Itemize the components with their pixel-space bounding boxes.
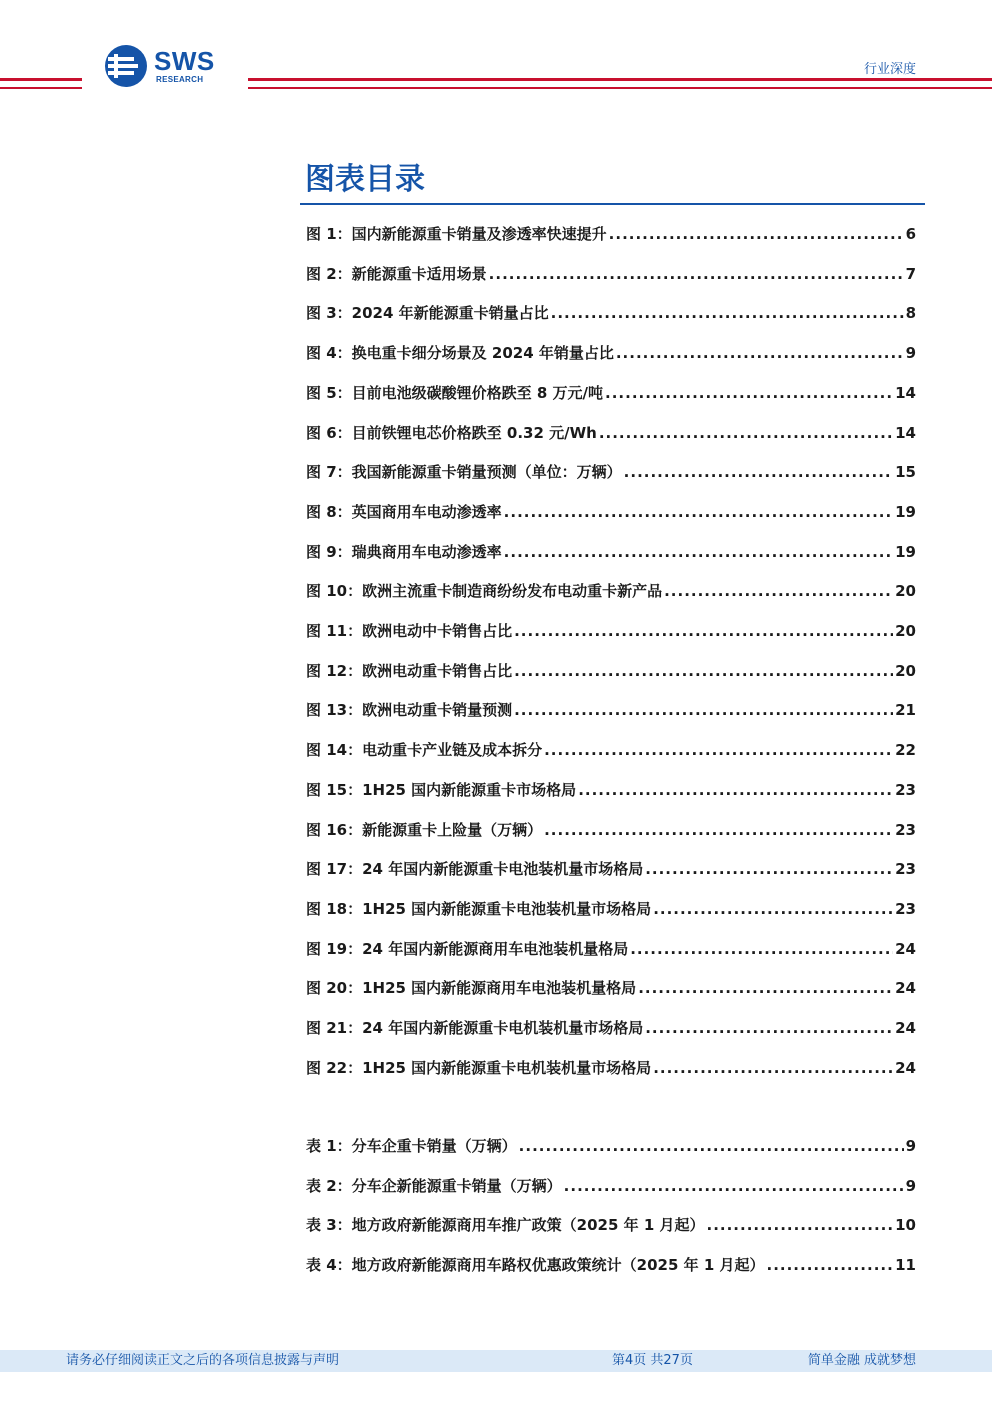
dot-leader xyxy=(605,382,893,404)
table-entry-label: 表 3：地方政府新能源商用车推广政策（2025 年 1 月起） xyxy=(306,1216,705,1235)
figure-entry-page: 14 xyxy=(895,383,916,402)
page-title: 图表目录 xyxy=(305,162,425,197)
dot-leader xyxy=(514,620,893,642)
figure-entry-page: 23 xyxy=(895,899,916,918)
figure-entry-label: 图 5：目前电池级碳酸锂价格跌至 8 万元/吨 xyxy=(306,383,604,402)
figure-entry-label: 图 14：电动重卡产业链及成本拆分 xyxy=(306,741,543,760)
figure-entry-page: 24 xyxy=(895,939,916,958)
figure-entry[interactable] xyxy=(306,223,916,245)
figure-entry-label: 图 21：24 年国内新能源重卡电机装机量市场格局 xyxy=(306,1019,644,1037)
figure-entry-page: 14 xyxy=(895,423,916,442)
dot-leader xyxy=(624,461,893,483)
figure-entry-page: 19 xyxy=(895,542,916,561)
figure-entry-label: 图 20：1H25 国内新能源商用车电池装机量格局 xyxy=(306,979,637,998)
header-rule-left xyxy=(0,78,82,81)
figure-entry[interactable] xyxy=(306,541,916,563)
table-entry[interactable] xyxy=(306,1175,916,1197)
table-entry-page: 10 xyxy=(895,1216,916,1235)
figure-entry-page: 8 xyxy=(905,304,916,323)
figure-entry-page: 7 xyxy=(905,264,916,283)
dot-leader xyxy=(544,739,893,761)
dot-leader xyxy=(638,977,893,999)
dot-leader xyxy=(664,580,893,602)
sws-logo-icon xyxy=(104,44,148,88)
dot-leader xyxy=(645,858,893,880)
figure-entry-page: 24 xyxy=(895,1058,916,1077)
figure-entry[interactable] xyxy=(306,1017,916,1039)
figure-entry-label: 图 8：英国商用车电动渗透率 xyxy=(306,502,502,521)
dot-leader xyxy=(514,660,893,682)
figure-entry[interactable] xyxy=(306,461,916,483)
table-entry[interactable] xyxy=(306,1135,916,1157)
dot-leader xyxy=(609,223,904,245)
dot-leader xyxy=(616,342,904,364)
figure-entry-label: 图 2：新能源重卡适用场景 xyxy=(306,264,487,283)
dot-leader xyxy=(599,422,893,444)
dot-leader xyxy=(578,779,893,801)
dot-leader xyxy=(489,263,904,285)
figure-entry-page: 20 xyxy=(895,582,916,601)
figure-entry-label: 图 17：24 年国内新能源重卡电池装机量市场格局 xyxy=(306,860,644,879)
footer-page-info: 第4页 共27页 xyxy=(612,1353,693,1368)
figure-entry-page: 15 xyxy=(895,463,916,482)
figure-entry-page: 24 xyxy=(895,1019,916,1037)
dot-leader xyxy=(504,541,893,563)
figure-entry-page: 20 xyxy=(895,661,916,680)
figure-entry-page: 19 xyxy=(895,502,916,521)
figure-entry[interactable] xyxy=(306,858,916,880)
figure-entry-label: 图 10：欧洲主流重卡制造商纷纷发布电动重卡新产品 xyxy=(306,582,663,601)
figure-entry[interactable] xyxy=(306,302,916,324)
figure-entry-page: 23 xyxy=(895,860,916,879)
dot-leader xyxy=(514,699,893,721)
figure-entry-label: 图 13：欧洲电动重卡销量预测 xyxy=(306,701,513,720)
header-rule-left-thin xyxy=(0,87,82,89)
report-type-label: 行业深度 xyxy=(863,62,916,77)
dot-leader xyxy=(544,819,893,841)
logo-wordmark: SWS xyxy=(154,46,215,76)
figure-entry-label: 图 4：换电重卡细分场景及 2024 年销量占比 xyxy=(306,344,614,363)
figure-entry[interactable] xyxy=(306,580,916,602)
figure-entry-label: 图 22：1H25 国内新能源重卡电机装机量市场格局 xyxy=(306,1058,652,1077)
figure-entry-label: 图 1：国内新能源重卡销量及渗透率快速提升 xyxy=(306,225,607,243)
figure-entry[interactable] xyxy=(306,263,916,285)
figure-entry[interactable] xyxy=(306,660,916,682)
figure-entry[interactable] xyxy=(306,422,916,444)
figure-entry[interactable] xyxy=(306,382,916,404)
table-entry-label: 表 1：分车企重卡销量（万辆） xyxy=(306,1137,517,1155)
figure-entry-page: 6 xyxy=(905,225,916,243)
footer-slogan: 简单金融 成就梦想 xyxy=(807,1353,916,1368)
dot-leader xyxy=(564,1175,904,1197)
dot-leader xyxy=(653,1057,893,1079)
logo-subtitle: RESEARCH xyxy=(156,75,204,84)
header-rule-right xyxy=(248,78,992,81)
figure-entry-page: 21 xyxy=(895,701,916,720)
dot-leader xyxy=(707,1214,894,1236)
figure-entry-page: 22 xyxy=(895,741,916,760)
figure-entry[interactable] xyxy=(306,1057,916,1079)
figure-entry-label: 图 19：24 年国内新能源商用车电池装机量格局 xyxy=(306,939,629,958)
figure-entry[interactable] xyxy=(306,620,916,642)
figure-entry[interactable] xyxy=(306,819,916,841)
dot-leader xyxy=(653,898,893,920)
figure-entry-label: 图 7：我国新能源重卡销量预测（单位：万辆） xyxy=(306,463,622,482)
figure-entry-page: 23 xyxy=(895,780,916,799)
title-underline xyxy=(300,203,925,205)
figure-entry-page: 9 xyxy=(905,344,916,363)
figure-entry[interactable] xyxy=(306,938,916,960)
table-entry-page: 11 xyxy=(895,1256,916,1275)
figure-entry-label: 图 11：欧洲电动中卡销售占比 xyxy=(306,622,513,640)
figure-entry-page: 23 xyxy=(895,820,916,839)
dot-leader xyxy=(767,1254,894,1276)
table-entry-page: 9 xyxy=(905,1137,916,1155)
figure-entry-label: 图 16：新能源重卡上险量（万辆） xyxy=(306,820,543,839)
table-entry-label: 表 2：分车企新能源重卡销量（万辆） xyxy=(306,1176,562,1195)
dot-leader xyxy=(519,1135,904,1157)
table-entry[interactable] xyxy=(306,1254,916,1276)
dot-leader xyxy=(504,501,893,523)
figure-entry-label: 图 18：1H25 国内新能源重卡电池装机量市场格局 xyxy=(306,899,652,918)
figure-entry-label: 图 15：1H25 国内新能源重卡市场格局 xyxy=(306,780,577,799)
figure-entry[interactable] xyxy=(306,699,916,721)
table-entry[interactable] xyxy=(306,1214,916,1236)
figure-entry[interactable] xyxy=(306,779,916,801)
dot-leader xyxy=(630,938,893,960)
dot-leader xyxy=(551,302,904,324)
figure-entry-page: 24 xyxy=(895,979,916,998)
figure-entry[interactable] xyxy=(306,739,916,761)
figure-entry[interactable] xyxy=(306,501,916,523)
company-logo xyxy=(104,44,228,88)
table-entry-page: 9 xyxy=(905,1176,916,1195)
figure-entry-label: 图 12：欧洲电动重卡销售占比 xyxy=(306,661,513,680)
figure-entry[interactable] xyxy=(306,342,916,364)
header-rule-right-thin xyxy=(248,87,992,89)
figure-entry-label: 图 9：瑞典商用车电动渗透率 xyxy=(306,542,502,561)
footer-disclaimer: 请务必仔细阅读正文之后的各项信息披露与声明 xyxy=(66,1353,340,1368)
figure-entry[interactable] xyxy=(306,977,916,999)
dot-leader xyxy=(645,1017,893,1039)
page-footer xyxy=(0,1350,992,1372)
figure-entry-label: 图 6：目前铁锂电芯价格跌至 0.32 元/Wh xyxy=(306,423,597,442)
figure-entry[interactable] xyxy=(306,898,916,920)
table-entry-label: 表 4：地方政府新能源商用车路权优惠政策统计（2025 年 1 月起） xyxy=(306,1256,765,1275)
figure-entry-label: 图 3：2024 年新能源重卡销量占比 xyxy=(306,304,549,323)
figure-entry-page: 20 xyxy=(895,622,916,640)
